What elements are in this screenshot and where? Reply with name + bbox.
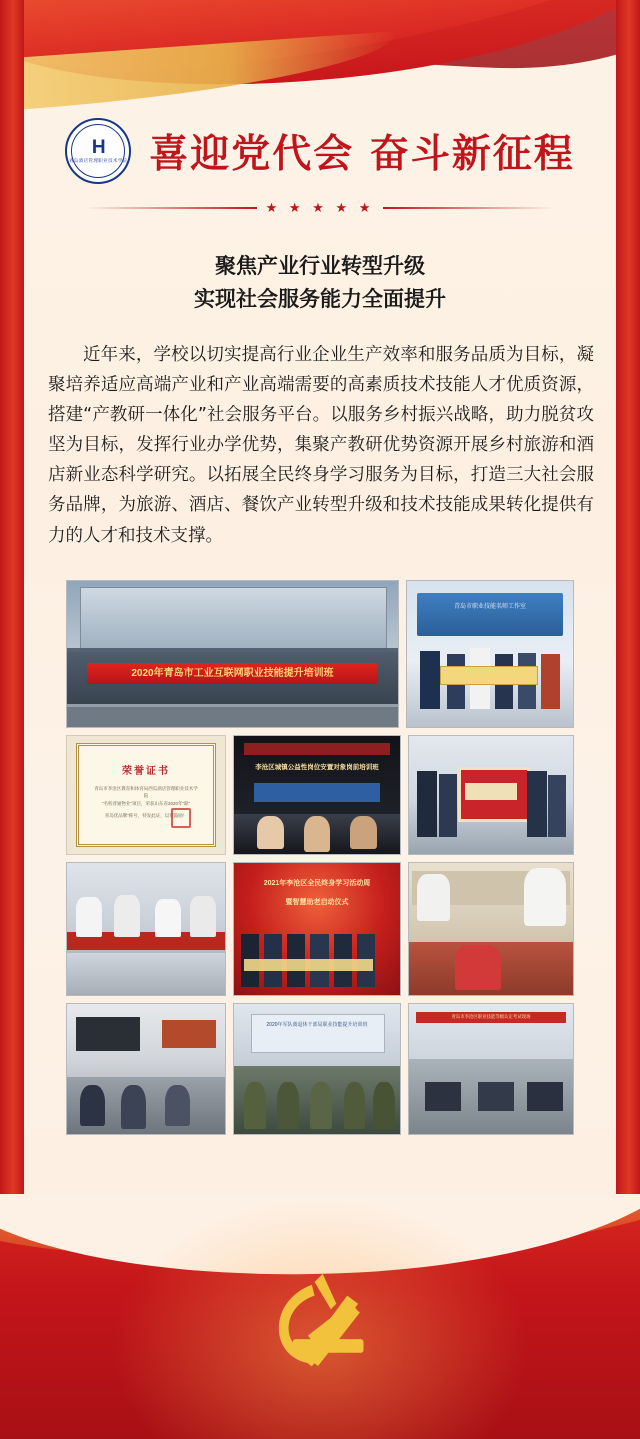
header-row (0, 118, 640, 184)
divider-line-left (85, 207, 257, 209)
photo-training-hall (233, 1003, 401, 1135)
stars-icon: ★ ★ ★ ★ ★ (265, 200, 375, 215)
photo-award-ceremony (406, 580, 574, 728)
school-logo-text: 青岛酒店管理职业技术学院 (68, 158, 128, 164)
divider-line-right (383, 207, 555, 209)
poster-header (0, 118, 640, 216)
photo-learning-week (233, 862, 401, 996)
certificate-line-1: “名校普通物业”项目，荣获山东省2020年“职” (101, 800, 190, 806)
photo-banner-text: 2021年李沧区全民终身学习活动周 (263, 879, 371, 887)
certificate-line-2: 青岛优品牌”称号，特发此证，以资鼓励！ (104, 812, 188, 818)
photo-cooking-practice (66, 862, 226, 996)
photo-banner-text: 李沧区城镇公益性岗位安置对象岗前培训班 (255, 763, 379, 771)
photo-classroom-lecture (66, 1003, 226, 1135)
photo-plaque-unveiling (408, 735, 574, 855)
ribbon-main (0, 0, 640, 99)
subtitle-line-2: 实现社会服务能力全面提升 (194, 286, 446, 311)
photo-row-2 (66, 735, 574, 855)
photo-row-4 (66, 1003, 574, 1135)
party-emblem-icon (252, 1261, 388, 1401)
ribbon-dark (0, 0, 640, 75)
poster-footer (0, 1194, 640, 1439)
photo-row-3 (66, 862, 574, 996)
star-divider (0, 200, 640, 216)
certificate-body: 青岛市李沧区教育和体育局西瓜酒店管理职业技术学院 (94, 786, 198, 799)
photo-banner-text: 青岛市李沧区职业技能等级认定考试现场 (451, 1013, 531, 1019)
photo-banner-text: 青岛市职业技能名师工作室 (453, 604, 526, 611)
photo-pastry-class (408, 862, 574, 996)
photo-honor-certificate (66, 735, 226, 855)
photo-training-class (233, 735, 401, 855)
ribbon-light (0, 0, 640, 90)
page-title: 喜迎党代会 奋斗新征程 (149, 132, 575, 177)
photo-row-1 (66, 580, 574, 728)
certificate-title: 荣誉证书 (122, 765, 170, 777)
photo-computer-exam (408, 1003, 574, 1135)
certificate-seal-icon (171, 808, 191, 828)
photo-caption: 2020年青岛市工业互联网职业技能提升培训班 (87, 663, 378, 684)
subtitle-line-1: 聚焦产业行业转型升级 (215, 254, 425, 278)
section-subtitle (0, 250, 640, 315)
photo-grid (66, 580, 574, 1142)
school-logo-mark: H (91, 137, 105, 159)
school-logo-icon (65, 118, 131, 184)
gold-swoosh-decoration (0, 31, 401, 113)
body-paragraph: 近年来，学校以切实提高行业企业生产效率和服务品质为目标，凝聚培养适应高端产业和产业高端需要的高素质技术技能人才优质资源，搭建“产教研一体化”社会服务平台。以服务乡村振兴战略，助力脱贫攻坚为目标，发挥行业办学优势，集聚产教研优势资源开展乡村旅游和酒店新业态科学研究。以拓展全民终身学习服务为目标，打造三大社会服务品牌，为旅游、酒店、餐饮产业转型升级和技术技能成果转化提供有力的人才和技术支撑。 (48, 345, 594, 546)
photo-screen-text: 2020年军队离退休干部局职业技能提升培训班 (266, 1022, 368, 1029)
photo-group-training-banner (66, 580, 399, 728)
photo-banner-text-2: 暨智慧助老启动仪式 (285, 899, 349, 907)
